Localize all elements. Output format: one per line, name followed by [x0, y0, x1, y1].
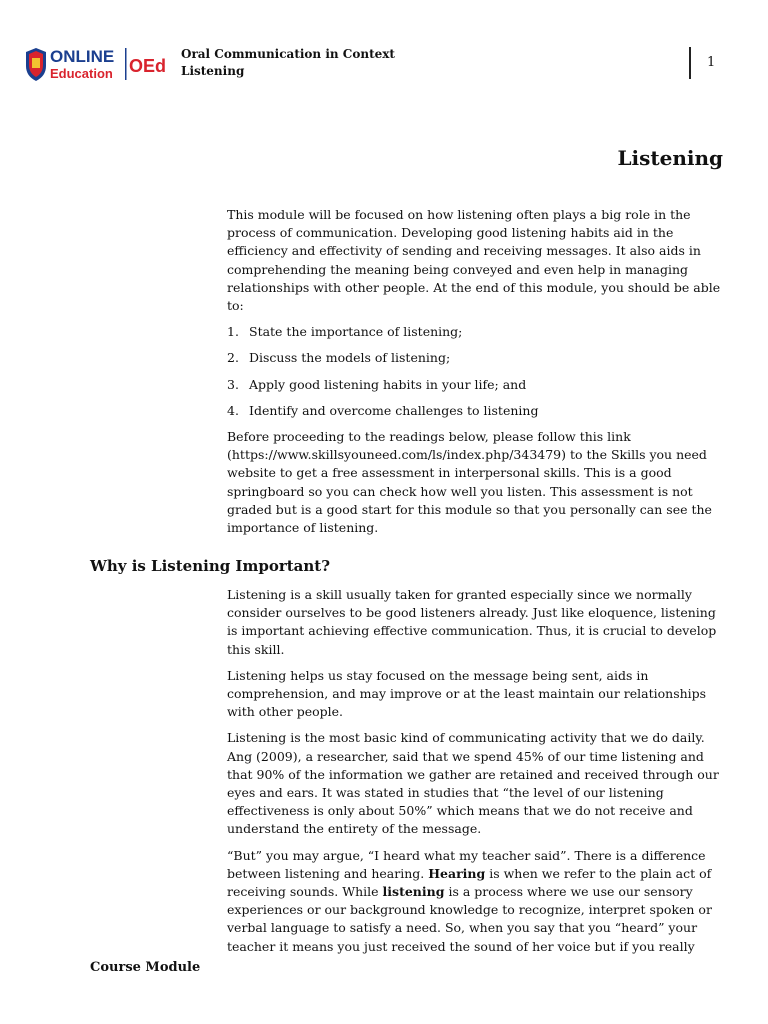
link-paragraph: Before proceeding to the readings below, please follow this link (https://www.skillsyouneed.com/ls/index.php/343479) to the Skills you need website to get a free assessment in interpersonal skills. This is a good springboard so you can check how well you listen. This assessment is not graded but is a good start for this module so that you personally can see the importance of listening.	[227, 429, 712, 536]
section-paragraph: Listening helps us stay focused on the message being sent, aids in comprehension, and may improve or at the least maintain our relationships with other people.	[227, 667, 707, 720]
page-number: 1	[707, 55, 716, 70]
course-title: Oral Communication in Context	[181, 47, 395, 61]
section-paragraph: Listening is a skill usually taken for granted especially since we normally consider ourselves to be good listeners already. Just like eloquence, listening is important achieving effective communication. Thus, it is crucial to develop this skill.	[227, 587, 717, 657]
objectives-list	[227, 323, 723, 420]
intro-paragraph: This module will be focused on how listening often plays a big role in the process of communication. Developing good listening habits aid in the efficiency and effectivity of sending and receiving messages. It also aids in comprehending the meaning being conveyed and even help in managing relationships with other people. At the end of this module, you should be able to:	[227, 207, 721, 314]
svg-text:ONLINE: ONLINE	[50, 47, 115, 66]
online-education-logo	[24, 44, 174, 84]
list-item: 2. Discuss the models of listening;	[227, 350, 451, 366]
list-item: 1. State the importance of listening;	[227, 324, 463, 340]
page-title: Listening	[617, 146, 723, 170]
section-paragraph: “But” you may argue, “I heard what my teacher said”. There is a difference between listening and hearing. Hearing is when we refer to the plain act of receiving sounds. While listening is a process where we use our sensory experiences or our background knowledge to recognize, interpret spoken or verbal language to satisfy a need. So, when you say that you “heard” your teacher it means you just received the sound of her voice but if you really	[227, 847, 712, 954]
header-divider	[689, 47, 691, 79]
section-body	[227, 586, 723, 964]
header-text	[181, 46, 395, 80]
footer-label: Course Module	[90, 960, 201, 975]
intro-section	[227, 206, 723, 545]
svg-text:Education: Education	[50, 66, 113, 81]
section-paragraph: Listening is the most basic kind of communicating activity that we do daily. Ang (2009), a researcher, said that we spend 45% of our time listening and that 90% of the information we gather are retained and received through our eyes and ears. It was stated in studies that “the level of our listening effectiveness is only about 50%” which means that we do not receive and understand the entirety of the message.	[227, 730, 719, 837]
topic-title: Listening	[181, 64, 245, 78]
page-header	[24, 44, 744, 84]
svg-text:OEd: OEd	[129, 56, 167, 76]
list-item: 4. Identify and overcome challenges to listening	[227, 402, 539, 418]
list-item: 3. Apply good listening habits in your life; and	[227, 376, 527, 392]
section-heading: Why is Listening Important?	[90, 557, 330, 575]
